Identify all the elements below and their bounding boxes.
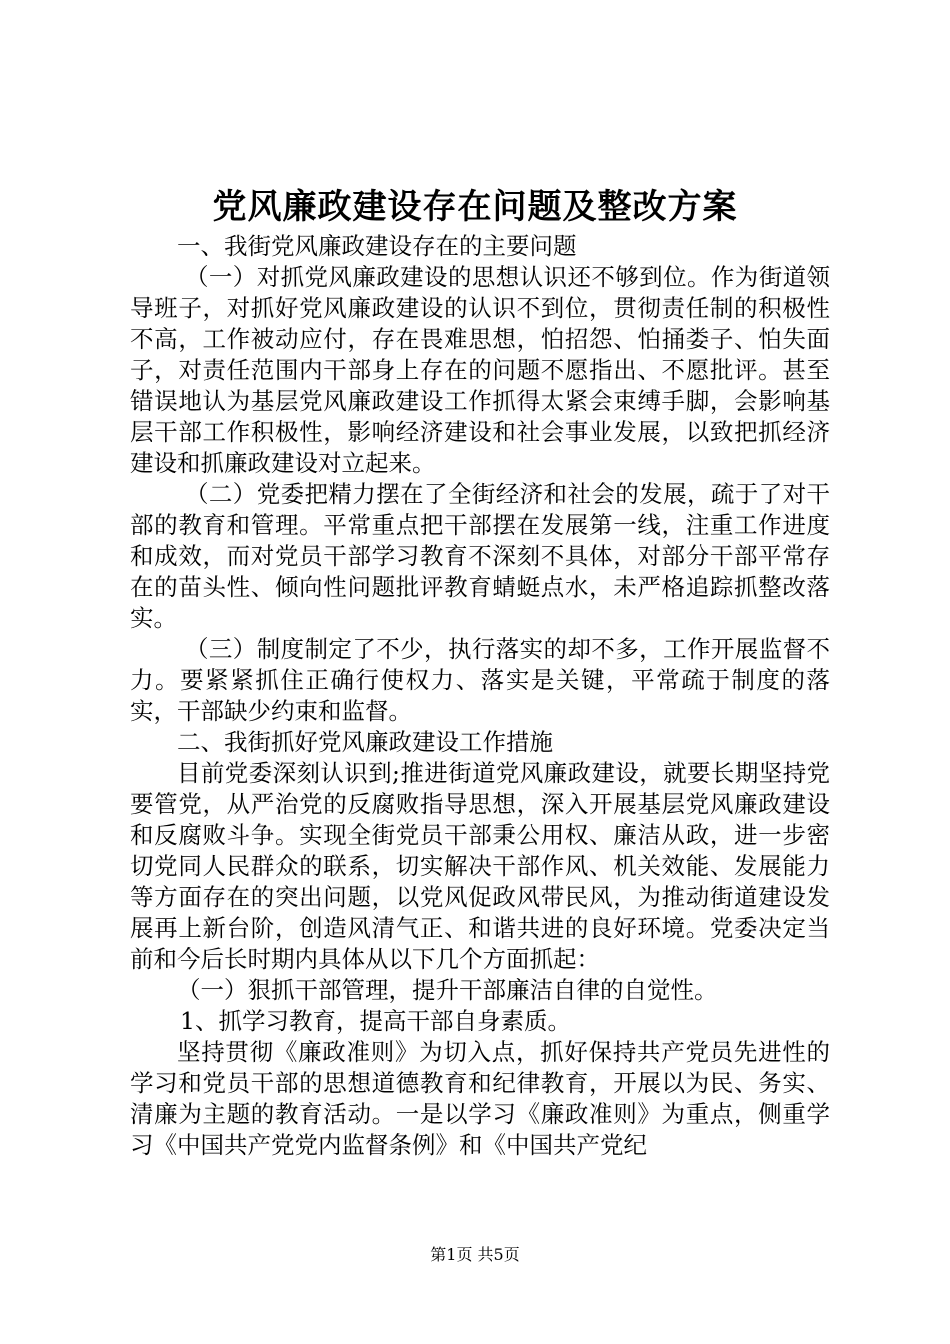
paragraph-problem-2: （二）党委把精力摆在了全街经济和社会的发展，疏于了对干部的教育和管理。平常重点把干部摆在发展第一线，注重工作进度和成效，而对党员干部学习教育不深刻不具体，对部分干部平常存在的苗头性、倾向性问题批评教育蜻蜓点水，未严格追踪抓整改落实。 <box>130 480 830 632</box>
paragraph-problem-1: （一）对抓党风廉政建设的思想认识还不够到位。作为街道领导班子，对抓好党风廉政建设的认识不到位，贯彻责任制的积极性不高，工作被动应付，存在畏难思想，怕招怨、怕捅娄子、怕失面子，对责任范围内干部身上存在的问题不愿指出、不愿批评。甚至错误地认为基层党风廉政建设工作抓得太紧会束缚手脚，会影响基层干部工作积极性，影响经济建设和社会事业发展，以致把抓经济建设和抓廉政建设对立起来。 <box>130 263 830 477</box>
section-heading-2: 二、我街抓好党风廉政建设工作措施 <box>177 728 553 756</box>
subheading-measure-1: （一）狠抓干部管理，提升干部廉洁自律的自觉性。 <box>177 976 718 1004</box>
paragraph-problem-3: （三）制度制定了不少，执行落实的却不多，工作开展监督不力。要紧紧抓住正确行使权力、落实是关键，平常疏于制度的落实，干部缺少约束和监督。 <box>130 635 830 725</box>
document-body <box>130 231 830 1161</box>
document-title: 党风廉政建设存在问题及整改方案 <box>212 187 738 227</box>
subheading-item-1: 1、抓学习教育，提高干部自身素质。 <box>180 1007 571 1035</box>
paragraph-study-education: 坚持贯彻《廉政准则》为切入点，抓好保持共产党员先进性的学习和党员干部的思想道德教育和纪律教育，开展以为民、务实、清廉为主题的教育活动。一是以学习《廉政准则》为重点，侧重学习《中国共产党党内监督条例》和《中国共产党纪 <box>130 1038 830 1159</box>
paragraph-measures-intro: 目前党委深刻认识到;推进街道党风廉政建设，就要长期坚持党要管党，从严治党的反腐败指导思想，深入开展基层党风廉政建设和反腐败斗争。实现全街党员干部秉公用权、廉洁从政，进一步密切党同人民群众的联系，切实解决干部作风、机关效能、发展能力等方面存在的突出问题，以党风促政风带民风，为推动街道建设发展再上新台阶，创造风清气正、和谐共进的良好环境。党委决定当前和今后长时期内具体从以下几个方面抓起： <box>130 759 830 973</box>
section-heading-1: 一、我街党风廉政建设存在的主要问题 <box>177 232 577 260</box>
page-footer: 第1页 共5页 <box>430 1245 520 1264</box>
